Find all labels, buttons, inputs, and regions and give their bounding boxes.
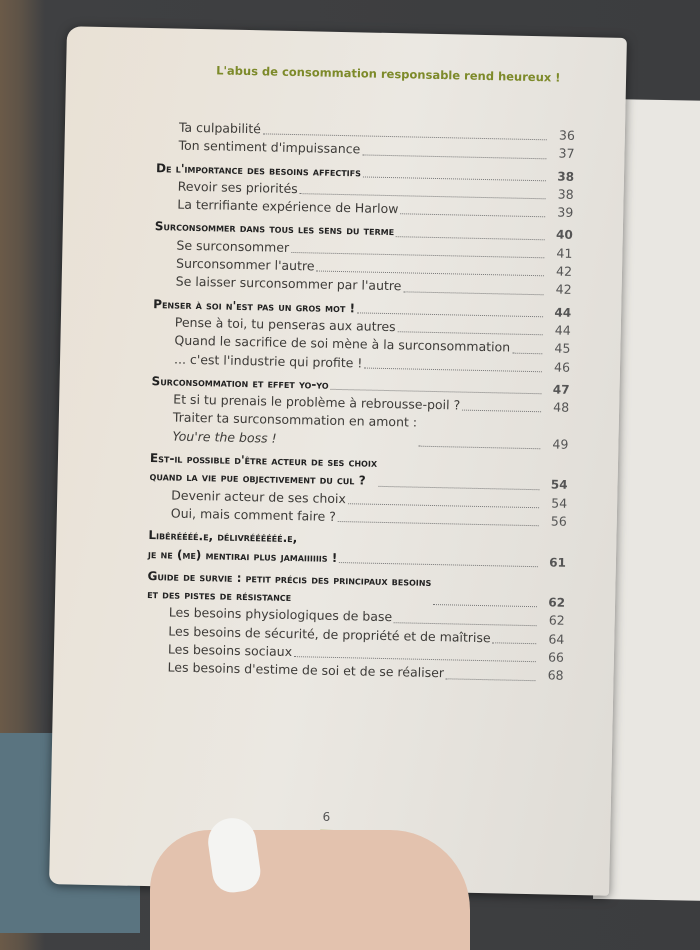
dotted-leader (446, 678, 536, 681)
book-page (49, 26, 627, 896)
toc-entry-label (176, 273, 402, 296)
toc-page-number: 66 (547, 649, 565, 665)
toc-entry-text: De l'importance des besoins affectifs (155, 160, 362, 180)
dotted-leader (403, 291, 543, 295)
toc-entry-text: Est-il possible d'être acteur de ses choix quand la vie pue objectivement du cul ? (149, 451, 378, 488)
dotted-leader (398, 331, 543, 335)
toc-entry-text: Les besoins d'estime de soi et de se réaliser (167, 659, 445, 681)
toc-entry-text: Les besoins sociaux (167, 641, 293, 660)
toc-entry-text: ... c'est l'industrie qui profite ! (173, 351, 363, 371)
toc-entry-text: Et si tu prenais le problème à rebrousse-poil ? (173, 391, 461, 413)
toc-page-number: 47 (552, 382, 570, 397)
toc-page-number: 42 (555, 281, 572, 298)
dotted-leader (433, 604, 537, 607)
toc-entry-text: Penser à soi n'est pas un gros mot ! (153, 296, 356, 315)
toc-page-number: 64 (548, 631, 565, 647)
dotted-leader (512, 352, 542, 354)
toc-entry-text: Quand le sacrifice de soi mène à la surconsommation (174, 332, 511, 355)
toc-entry-text: Ton sentiment d'impuissance (178, 137, 361, 157)
toc-entry-italic-text: You're the boss ! (172, 428, 277, 446)
toc-entry-text: Les besoins physiologiques de base (168, 604, 393, 625)
toc-page-number: 38 (557, 186, 574, 202)
table-of-contents (145, 118, 575, 685)
hand (150, 830, 470, 950)
dotted-leader (462, 410, 541, 413)
toc-page-number: 38 (557, 169, 575, 184)
toc-entry-text: Revoir ses priorités (177, 178, 298, 196)
dotted-leader (338, 521, 539, 526)
toc-page-number: 62 (548, 595, 566, 610)
toc-page-number: 48 (553, 399, 570, 415)
toc-page-number: 44 (554, 322, 571, 338)
toc-page-number: 54 (551, 495, 568, 511)
toc-entry-label (149, 449, 377, 490)
toc-page-number: 62 (548, 612, 565, 629)
dotted-leader (363, 176, 546, 181)
toc-page-number: 49 (552, 436, 569, 452)
dotted-leader (339, 562, 538, 567)
toc-entry-label (147, 567, 432, 610)
toc-page-number: 68 (547, 667, 564, 684)
toc-entry-label (172, 409, 417, 451)
toc-page-number: 37 (558, 145, 575, 162)
running-title: L'abus de consommation responsable rend heureux ! (216, 63, 561, 85)
toc-entry-text: Traiter ta surconsommation en amont : (172, 409, 418, 431)
dotted-leader (331, 389, 542, 394)
dotted-leader (400, 214, 545, 218)
toc-page-number: 46 (553, 359, 571, 375)
toc-page-number: 61 (549, 554, 567, 570)
toc-entry-text: Devenir acteur de ses choix (171, 487, 347, 506)
toc-entry-text: Libéréééé.e, délivréééééé.e, je ne (me) mentirai plus jamaiiiiiis ! (147, 528, 338, 565)
dotted-leader (394, 622, 537, 626)
toc-entry-label (174, 350, 363, 372)
toc-page-number: 56 (550, 513, 567, 529)
toc-chapter (148, 526, 567, 571)
toc-page-number: 42 (555, 263, 573, 279)
toc-page-number: 41 (556, 245, 573, 261)
page-number: 6 (322, 809, 331, 824)
toc-entry-text: Surconsommation et effet yo-yo (151, 373, 329, 392)
toc-entry-text: Ta culpabilité (178, 119, 262, 137)
toc-page-number: 36 (558, 127, 576, 143)
toc-page-number: 44 (554, 305, 572, 320)
toc-entry-text: Surconsommer l'autre (175, 255, 315, 274)
dotted-leader (396, 236, 545, 240)
toc-page-number: 39 (557, 204, 574, 221)
toc-entry-text: Surconsommer dans tous les sens du terme (154, 219, 395, 239)
toc-entry-text: Se laisser surconsommer par l'autre (175, 273, 402, 294)
toc-entry-text: Oui, mais comment faire ? (170, 505, 337, 524)
dotted-leader (493, 642, 537, 644)
toc-entry-label (177, 196, 398, 219)
toc-entry-text: La terrifiante expérience de Harlow (177, 196, 399, 217)
toc-entry (150, 409, 569, 454)
dotted-leader (379, 485, 540, 489)
toc-page-number: 54 (550, 477, 568, 493)
toc-entry-text: Se surconsommer (176, 237, 290, 255)
toc-entry-text: Les besoins de sécurité, de propriété et de maîtrise (168, 623, 491, 645)
toc-entry-text: Pense à toi, tu penseras aux autres (174, 314, 396, 335)
toc-entry-label (148, 526, 338, 567)
toc-entry-label (179, 119, 261, 139)
dotted-leader (348, 503, 539, 508)
toc-entry-label (171, 504, 336, 526)
dotted-leader (419, 446, 541, 450)
dotted-leader (357, 312, 543, 317)
dotted-leader (362, 154, 546, 159)
toc-page-number: 45 (554, 340, 571, 357)
toc-entry-label (178, 137, 360, 159)
toc-entry-text: Guide de survie : petit précis des principaux besoins et des pistes de résistance (147, 568, 432, 605)
toc-entry-label (176, 236, 289, 257)
dotted-leader (364, 367, 542, 372)
toc-page-number: 40 (555, 228, 573, 243)
